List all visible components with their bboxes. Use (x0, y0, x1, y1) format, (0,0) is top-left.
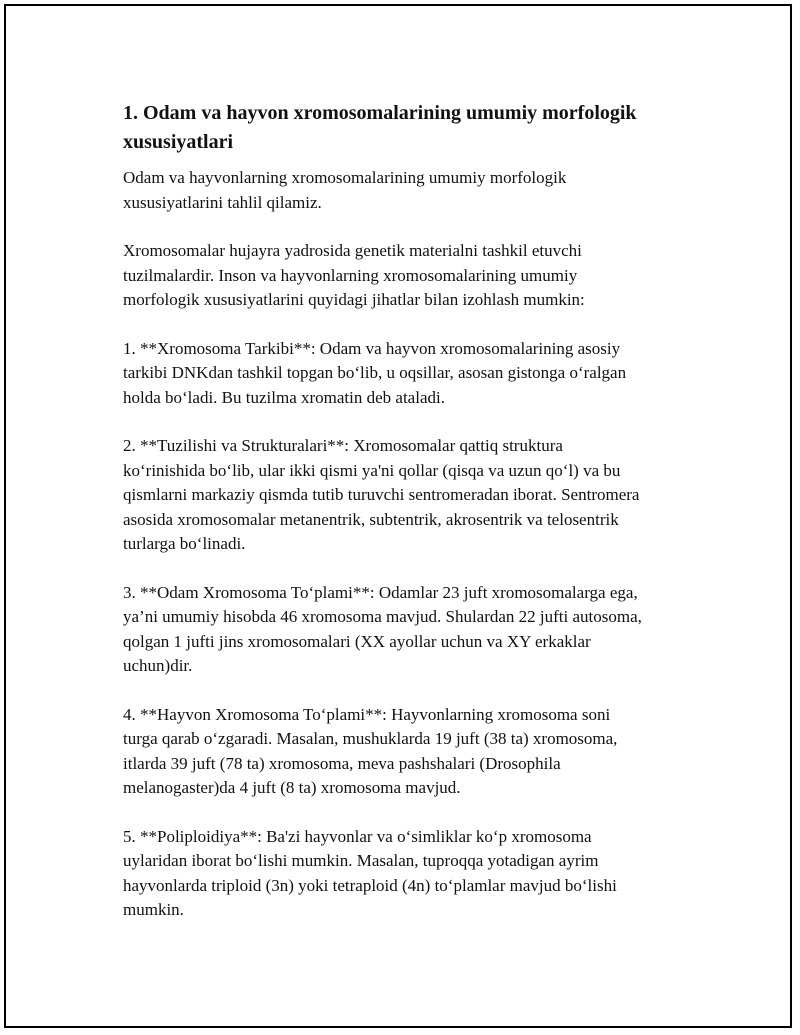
text-line: 1. **Xromosoma Tarkibi**: Odam va hayvon xromosomalarining asosiy (123, 338, 621, 358)
text-line: 2. **Tuzilishi va Strukturalari**: Xromosomalar qattiq struktura (123, 436, 563, 455)
text-line: Odam va hayvonlarning xromosomalarining umumiy morfologik (123, 168, 567, 187)
text-line: itlarda 39 juft (78 ta) xromosoma, meva pashshalari (Drosophila (123, 753, 561, 773)
page-frame (4, 4, 792, 1028)
paragraph-overview (123, 239, 688, 313)
text-line: qolgan 1 jufti jins xromosomalari (XX ayollar uchun va XY erkaklar (123, 631, 591, 651)
title-line: xususiyatlari (123, 131, 234, 153)
text-line: 4. **Hayvon Xromosoma To‘plami**: Hayvonlarning xromosoma soni (123, 704, 611, 724)
text-line: turga qarab o‘zgaradi. Masalan, mushuklarda 19 juft (38 ta) xromosoma, (123, 729, 618, 748)
text-line: qismlarni markaziy qismda tutib turuvchi sentromeradan iborat. Sentromera (123, 485, 640, 504)
text-line: tuzilmalardir. Inson va hayvonlarning xromosomalarining umumiy (123, 265, 578, 285)
paragraph-item-3 (123, 581, 688, 679)
paragraph-item-4 (123, 703, 688, 801)
text-line: holda bo‘ladi. Bu tuzilma xromatin deb ataladi. (123, 387, 445, 407)
paragraph-item-1 (123, 337, 688, 411)
text-line: uylaridan iborat bo‘lishi mumkin. Masalan, tuproqqa yotadigan ayrim (123, 851, 599, 870)
paragraph-intro (123, 166, 688, 215)
text-line: ya’ni umumiy hisobda 46 xromosoma mavjud. Shulardan 22 jufti autosoma, (123, 607, 642, 626)
text-line: ko‘rinishida bo‘lib, ular ikki qismi ya'ni qollar (qisqa va uzun qo‘l) va bu (123, 460, 621, 480)
text-line: Xromosomalar hujayra yadrosida genetik materialni tashkil etuvchi (123, 241, 582, 260)
text-line: turlarga bo‘linadi. (123, 534, 246, 553)
text-line: 3. **Odam Xromosoma To‘plami**: Odamlar 23 juft xromosomalarga ega, (123, 582, 638, 602)
text-line: morfologik xususiyatlarini quyidagi jihatlar bilan izohlash mumkin: (123, 290, 585, 309)
paragraph-item-2 (123, 434, 688, 557)
text-line: asosida xromosomalar metanentrik, subtentrik, akrosentrik va telosentrik (123, 509, 619, 529)
text-line: 5. **Poliploidiya**: Ba'zi hayvonlar va o‘simliklar ko‘p xromosoma (123, 826, 592, 846)
text-line: uchun)dir. (123, 656, 193, 675)
title-line: 1. Odam va hayvon xromosomalarining umumiy morfologik (123, 102, 637, 124)
text-line: melanogaster)da 4 juft (8 ta) xromosoma mavjud. (123, 778, 461, 797)
text-line: tarkibi DNKdan tashkil topgan bo‘lib, u oqsillar, asosan gistonga o‘ralgan (123, 363, 627, 382)
text-line: hayvonlarda triploid (3n) yoki tetraploid (4n) to‘plamlar mavjud bo‘lishi (123, 875, 617, 895)
text-line: mumkin. (123, 900, 184, 919)
document-body (123, 99, 688, 947)
paragraph-item-5 (123, 825, 688, 923)
document-title (123, 99, 688, 157)
text-line: xususiyatlarini tahlil qilamiz. (123, 192, 322, 212)
